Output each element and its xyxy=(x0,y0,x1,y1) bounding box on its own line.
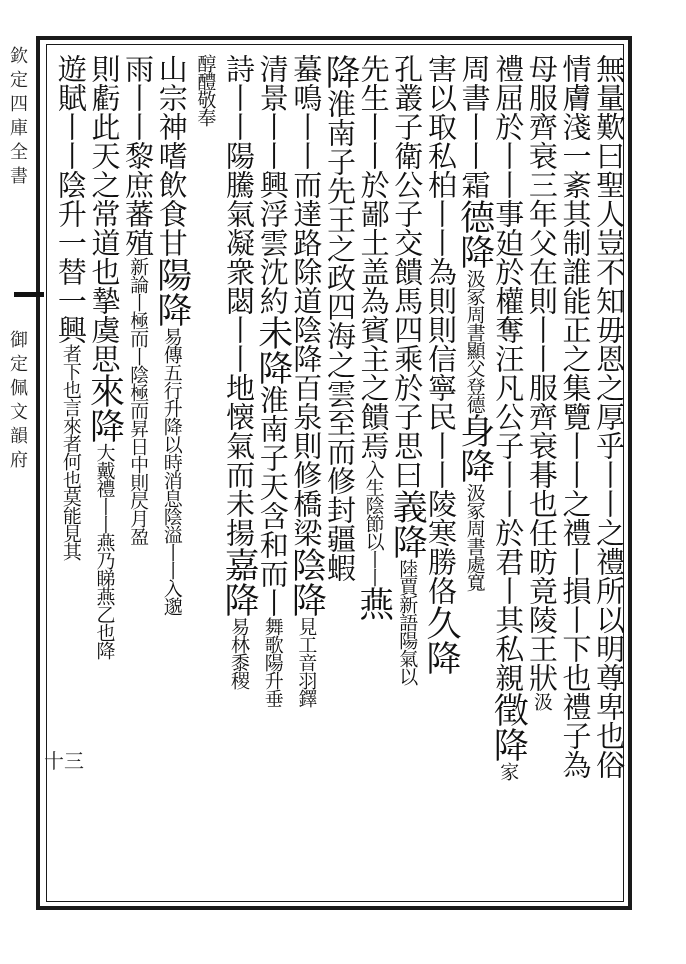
annotation-text: 易傳五行升降以時消息陰溢丨丨入邈 xyxy=(160,327,183,615)
annotation-text: 新論丨極而丨陰極而昇日中則昃月盈 xyxy=(127,257,150,545)
volume-title: 御定佩文韻府 xyxy=(7,330,28,474)
body-text: 害以取私柏丨丨為則則信寧民丨丨陵寒勝佫 xyxy=(423,54,458,605)
body-text: 山宗神嗜飲食甘 xyxy=(154,54,189,257)
body-text: 則虧此天之常道也摯虞思 xyxy=(87,54,122,373)
body-text: 淮南子天含和而丨 xyxy=(255,385,290,617)
annotation-text: 大戴禮丨丨燕乃睇燕乙也降 xyxy=(93,443,116,659)
body-text: 雨丨丨黎庶蕃殖 xyxy=(121,54,156,257)
body-text: 母服齊衰三年父在則丨丨服齊衰朞也任昉竟陵王狀 xyxy=(524,54,559,692)
headword-text: 來降 xyxy=(84,373,125,443)
body-text: 詩丨丨陽騰氣凝衆閟丨丨地懐氣而未揚 xyxy=(222,54,257,547)
headword-text: 久降 xyxy=(420,605,461,675)
headword-text: 陰降 xyxy=(286,547,327,617)
annotation-text: 家 xyxy=(497,762,520,780)
body-text: 禮屈於丨丨事廹於權奪汪凡公子丨丨於君丨其私親 xyxy=(491,54,526,692)
headword-text: 未降 xyxy=(252,315,293,385)
body-text: 清景丨丨興浮雲沈約 xyxy=(255,54,290,315)
headword-text: 德降 xyxy=(454,199,495,269)
annotation-text: 醇醴敬奉 xyxy=(194,54,217,126)
annotation-text: 入生陰節以丨丨 xyxy=(362,460,385,586)
body-text: 周書丨丨霜 xyxy=(457,54,492,199)
headword-text: 身降 xyxy=(454,413,495,483)
annotation-text: 者下也言來者何也莫能見其 xyxy=(59,344,82,560)
headword-text: 陽降 xyxy=(151,257,192,327)
text-column xyxy=(49,54,93,904)
headword-text: 降 xyxy=(320,54,360,89)
annotation-text: 易林黍稷 xyxy=(228,617,251,689)
annotation-text: 見工音羽鐸 xyxy=(295,617,318,707)
body-text: 遊賦丨丨陰升一替一興 xyxy=(53,54,88,344)
annotation-text: 舞歌陽升垂 xyxy=(261,617,284,707)
annotation-text: 陸賈新語陽氣以 xyxy=(396,559,419,685)
body-text: 先生丨丨於鄙土盖為賓主之饋焉 xyxy=(356,54,391,460)
page-number: 十三 xyxy=(44,749,84,773)
headword-text: 義降 xyxy=(387,489,428,559)
body-text: 無量歎曰聖人豈不知毋恩之厚乎丨丨之禮所以明尊卑也俗 xyxy=(592,54,627,779)
body-text: 蟇鳴丨丨而達路除道陰降百泉則修橋梁 xyxy=(289,54,324,547)
margin-separator xyxy=(14,292,44,323)
body-text: 淮南子先王之政四海之雲至而修封疆蝦 xyxy=(323,89,357,582)
headword-text: 嘉降 xyxy=(219,547,260,617)
headword-text: 燕 xyxy=(353,586,394,621)
book-title: 欽定四庫全書 xyxy=(7,46,28,190)
body-text: 情膚淺一紊其制誰能正之集覽丨丨之禮丨損丨下也禮子為 xyxy=(558,54,593,779)
annotation-text: 汲冢周書顯父登德 xyxy=(463,269,486,413)
annotation-text: 汲冢周書處寬 xyxy=(463,483,486,591)
headword-text: 徵降 xyxy=(488,692,529,762)
body-text: 孔叢子衛公子交饋馬四乘於子思曰 xyxy=(390,54,425,489)
annotation-text: 汲 xyxy=(530,692,553,710)
